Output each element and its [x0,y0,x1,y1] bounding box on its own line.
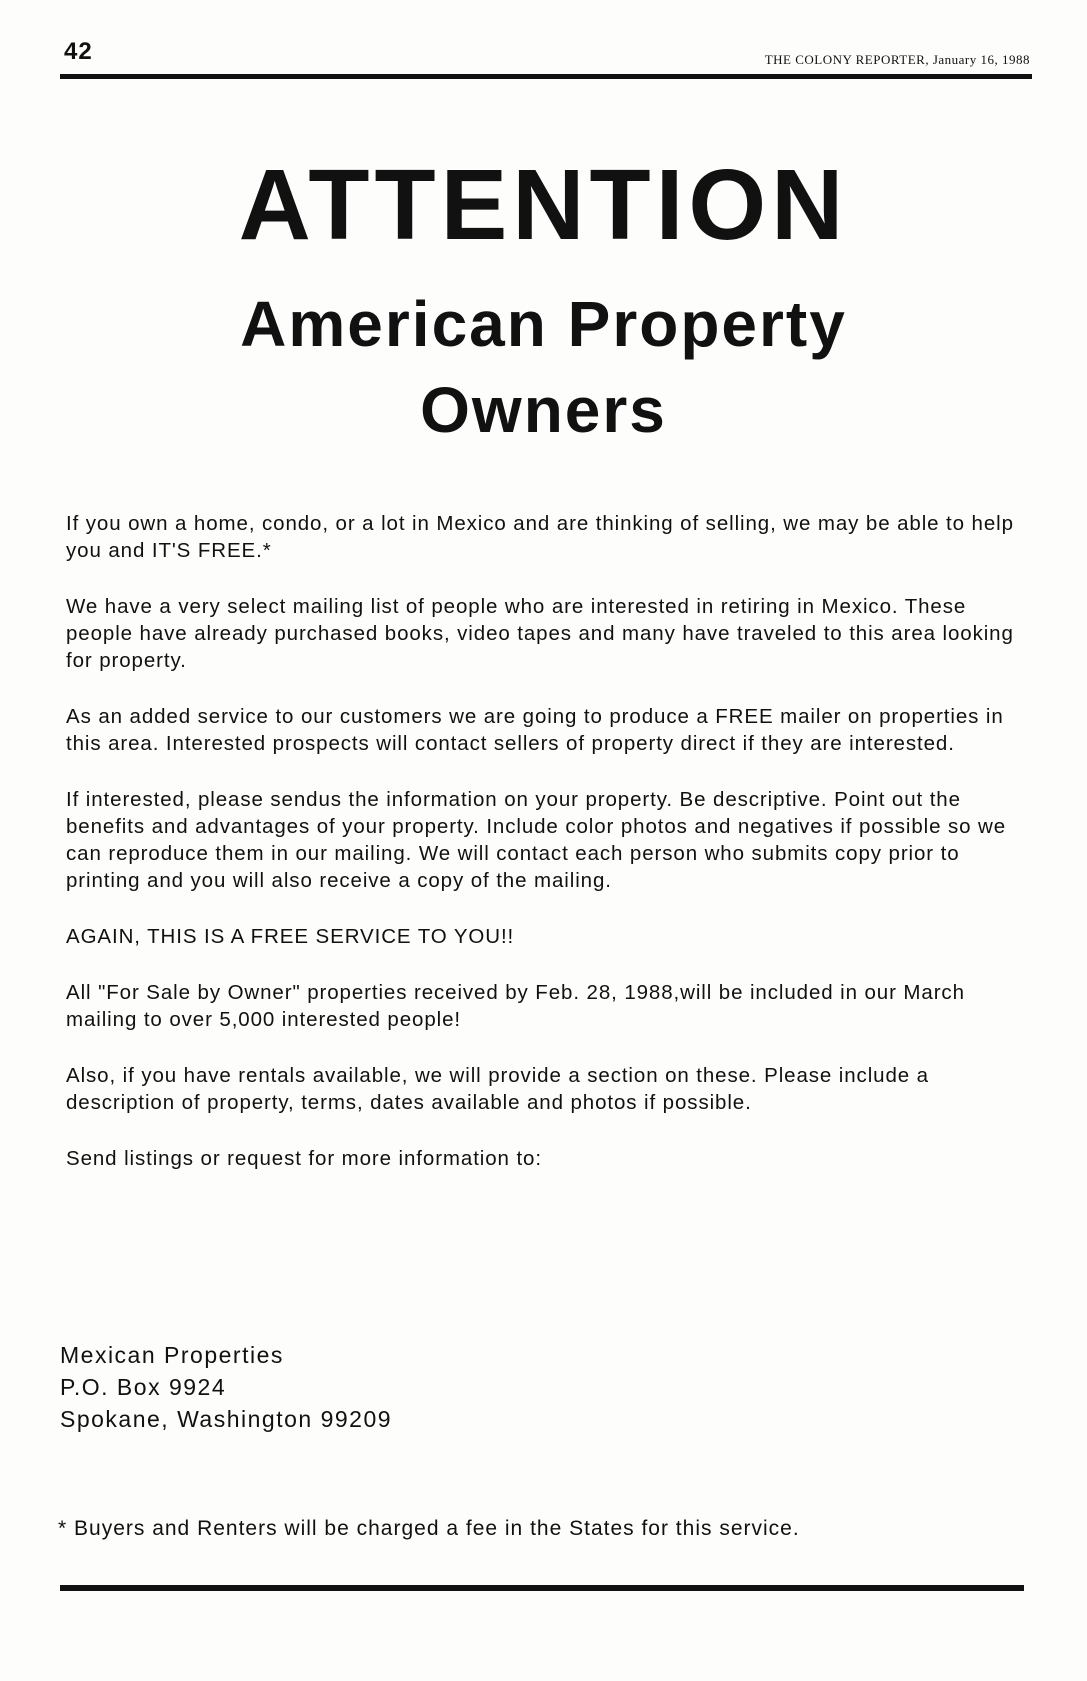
address-name: Mexican Properties [60,1342,284,1368]
top-rule [60,74,1032,79]
footnote: * Buyers and Renters will be charged a fee in the States for this service. [58,1517,800,1540]
running-head: THE COLONY REPORTER, January 16, 1988 [764,52,1030,67]
subheadline-line-1: American Property [240,288,847,360]
body-text [66,510,1028,1201]
paragraph: If interested, please sendus the information on your property. Be descriptive. Point out the benefits and advantages of your property. Include color photos and negatives if possible so we can reproduce them in our mailing. We will contact each person who submits copy prior to printing and you will also receive a copy of the mailing. [66,788,1007,892]
paragraph: If you own a home, condo, or a lot in Mexico and are thinking of selling, we may be able to help you and IT'S FREE.* [66,512,1014,562]
headline: ATTENTION [238,149,849,261]
address-city: Spokane, Washington 99209 [60,1406,393,1432]
bottom-rule [60,1585,1024,1591]
paragraph: As an added service to our customers we are going to produce a FREE mailer on properties in this area. Interested prospects will contact sellers of property direct if they are interested. [66,705,1004,755]
paragraph: We have a very select mailing list of people who are interested in retiring in Mexico. These people have already purchased books, video tapes and many have traveled to this area looking for property. [66,595,1014,672]
paragraph: Send listings or request for more information to: [66,1147,542,1170]
mailing-address [60,1339,660,1435]
paragraph: AGAIN, THIS IS A FREE SERVICE TO YOU!! [66,925,515,948]
paragraph: Also, if you have rentals available, we will provide a section on these. Please include a description of property, terms, dates available and photos if possible. [66,1064,929,1114]
subheadline-line-2: Owners [420,374,667,446]
paragraph: All "For Sale by Owner" properties received by Feb. 28, 1988,will be included in our March mailing to over 5,000 interested people! [66,981,965,1031]
address-po-box: P.O. Box 9924 [60,1374,227,1400]
page-number: 42 [64,38,93,65]
